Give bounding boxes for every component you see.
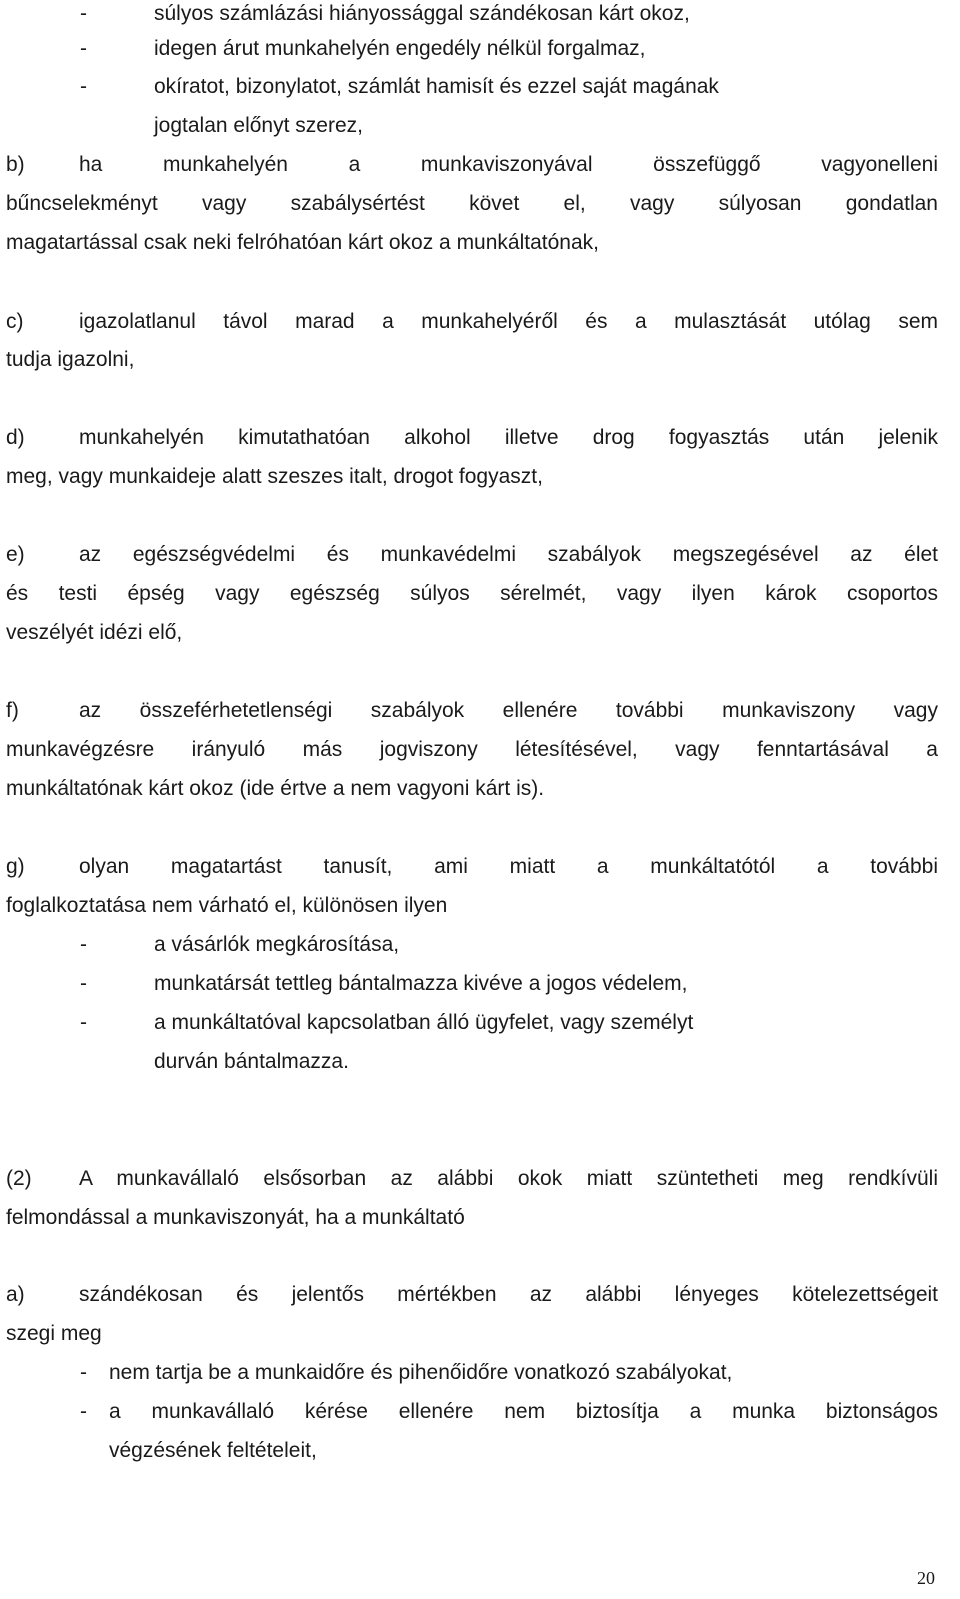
- list-item: [6, 926, 938, 964]
- item-label: b): [6, 153, 25, 176]
- dash-marker: -: [80, 1400, 87, 1423]
- list-item-text: a munkavállaló kérése ellenére nem biztosítja a munka biztonságos: [109, 1400, 938, 1423]
- item-d-line: [6, 419, 938, 457]
- list-item: [6, 1043, 938, 1081]
- item-text: ha munkahelyén a munkaviszonyával összefüggő vagyonelleni: [79, 153, 938, 176]
- item-label: f): [6, 699, 19, 722]
- list-item: [6, 107, 938, 145]
- item-text: az egészségvédelmi és munkavédelmi szabályok megszegésével az élet: [79, 543, 938, 566]
- list-item-text: munkatársát tettleg bántalmazza kivéve a jogos védelem,: [154, 972, 688, 995]
- item-b-line: [6, 146, 938, 184]
- list-item-text: nem tartja be a munkaidőre és pihenőidőre vonatkozó szabályokat,: [109, 1361, 733, 1384]
- list-item: [6, 1393, 938, 1431]
- item-c-line: tudja igazolni,: [6, 348, 135, 371]
- list-item: [6, 68, 938, 106]
- item-label: a): [6, 1283, 25, 1306]
- item-text: szándékosan és jelentős mértékben az alábbi lényeges kötelezettségeit: [79, 1283, 938, 1306]
- list-item-text: okíratot, bizonylatot, számlát hamisít és ezzel saját magának: [154, 75, 719, 98]
- item-g-line: foglalkoztatása nem várható el, különösen ilyen: [6, 894, 448, 917]
- list-item: [6, 30, 938, 68]
- dash-marker: -: [80, 1011, 87, 1034]
- list-item: [6, 965, 938, 1003]
- item-label: g): [6, 855, 25, 878]
- list-item-text: a munkáltatóval kapcsolatban álló ügyfelet, vagy személyt: [154, 1011, 694, 1034]
- item-c-line: [6, 303, 938, 341]
- item-text: olyan magatartást tanusít, ami miatt a munkáltatótól a további: [79, 855, 938, 878]
- item-b-line: bűncselekményt vagy szabálysértést követ el, vagy súlyosan gondatlan: [6, 192, 938, 215]
- item-f-line: munkáltatónak kárt okoz (ide értve a nem vagyoni kárt is).: [6, 777, 545, 800]
- dash-marker: -: [80, 75, 87, 98]
- list-item-text: végzésének feltételeit,: [109, 1439, 317, 1462]
- dash-marker: -: [80, 972, 87, 995]
- item-g-line: [6, 848, 938, 886]
- item-label: c): [6, 310, 24, 333]
- para-2-line: felmondással a munkaviszonyát, ha a munkáltató: [6, 1206, 465, 1229]
- list-item-text: jogtalan előnyt szerez,: [154, 114, 363, 137]
- item-d-line: meg, vagy munkaideje alatt szeszes italt, drogot fogyaszt,: [6, 465, 543, 488]
- item-text: igazolatlanul távol marad a munkahelyéről és a mulasztását utólag sem: [79, 310, 938, 333]
- paragraph-label: (2): [6, 1167, 32, 1190]
- item-f-line: munkavégzésre irányuló más jogviszony létesítésével, vagy fenntartásával a: [6, 738, 938, 761]
- list-item-text: a vásárlók megkárosítása,: [154, 933, 400, 956]
- item-a2-line: [6, 1276, 938, 1314]
- item-e-line: [6, 536, 938, 574]
- item-text: munkahelyén kimutathatóan alkohol illetve drog fogyasztás után jelenik: [79, 426, 938, 449]
- dash-marker: -: [80, 2, 87, 25]
- dash-marker: -: [80, 1361, 87, 1384]
- list-item: [6, 1004, 938, 1042]
- dash-marker: -: [80, 933, 87, 956]
- item-a2-line: szegi meg: [6, 1322, 102, 1345]
- list-item: [6, 0, 938, 33]
- list-item: [6, 1354, 938, 1392]
- item-f-line: [6, 692, 938, 730]
- dash-marker: -: [80, 37, 87, 60]
- item-label: d): [6, 426, 25, 449]
- list-item: [6, 1432, 938, 1470]
- item-e-line: és testi épség vagy egészség súlyos sérelmét, vagy ilyen károk csoportos: [6, 582, 938, 605]
- page-number: 20: [917, 1568, 935, 1588]
- paragraph-text: A munkavállaló elsősorban az alábbi okok miatt szüntetheti meg rendkívüli: [79, 1167, 938, 1190]
- para-2-line: [6, 1160, 938, 1198]
- list-item-text: durván bántalmazza.: [154, 1050, 349, 1073]
- item-label: e): [6, 543, 25, 566]
- list-item-text: súlyos számlázási hiányossággal szándékosan kárt okoz,: [154, 2, 690, 25]
- item-e-line: veszélyét idézi elő,: [6, 621, 183, 644]
- item-b-line: magatartással csak neki felróhatóan kárt okoz a munkáltatónak,: [6, 231, 599, 254]
- item-text: az összeférhetetlenségi szabályok ellenére további munkaviszony vagy: [79, 699, 938, 722]
- list-item-text: idegen árut munkahelyén engedély nélkül forgalmaz,: [154, 37, 646, 60]
